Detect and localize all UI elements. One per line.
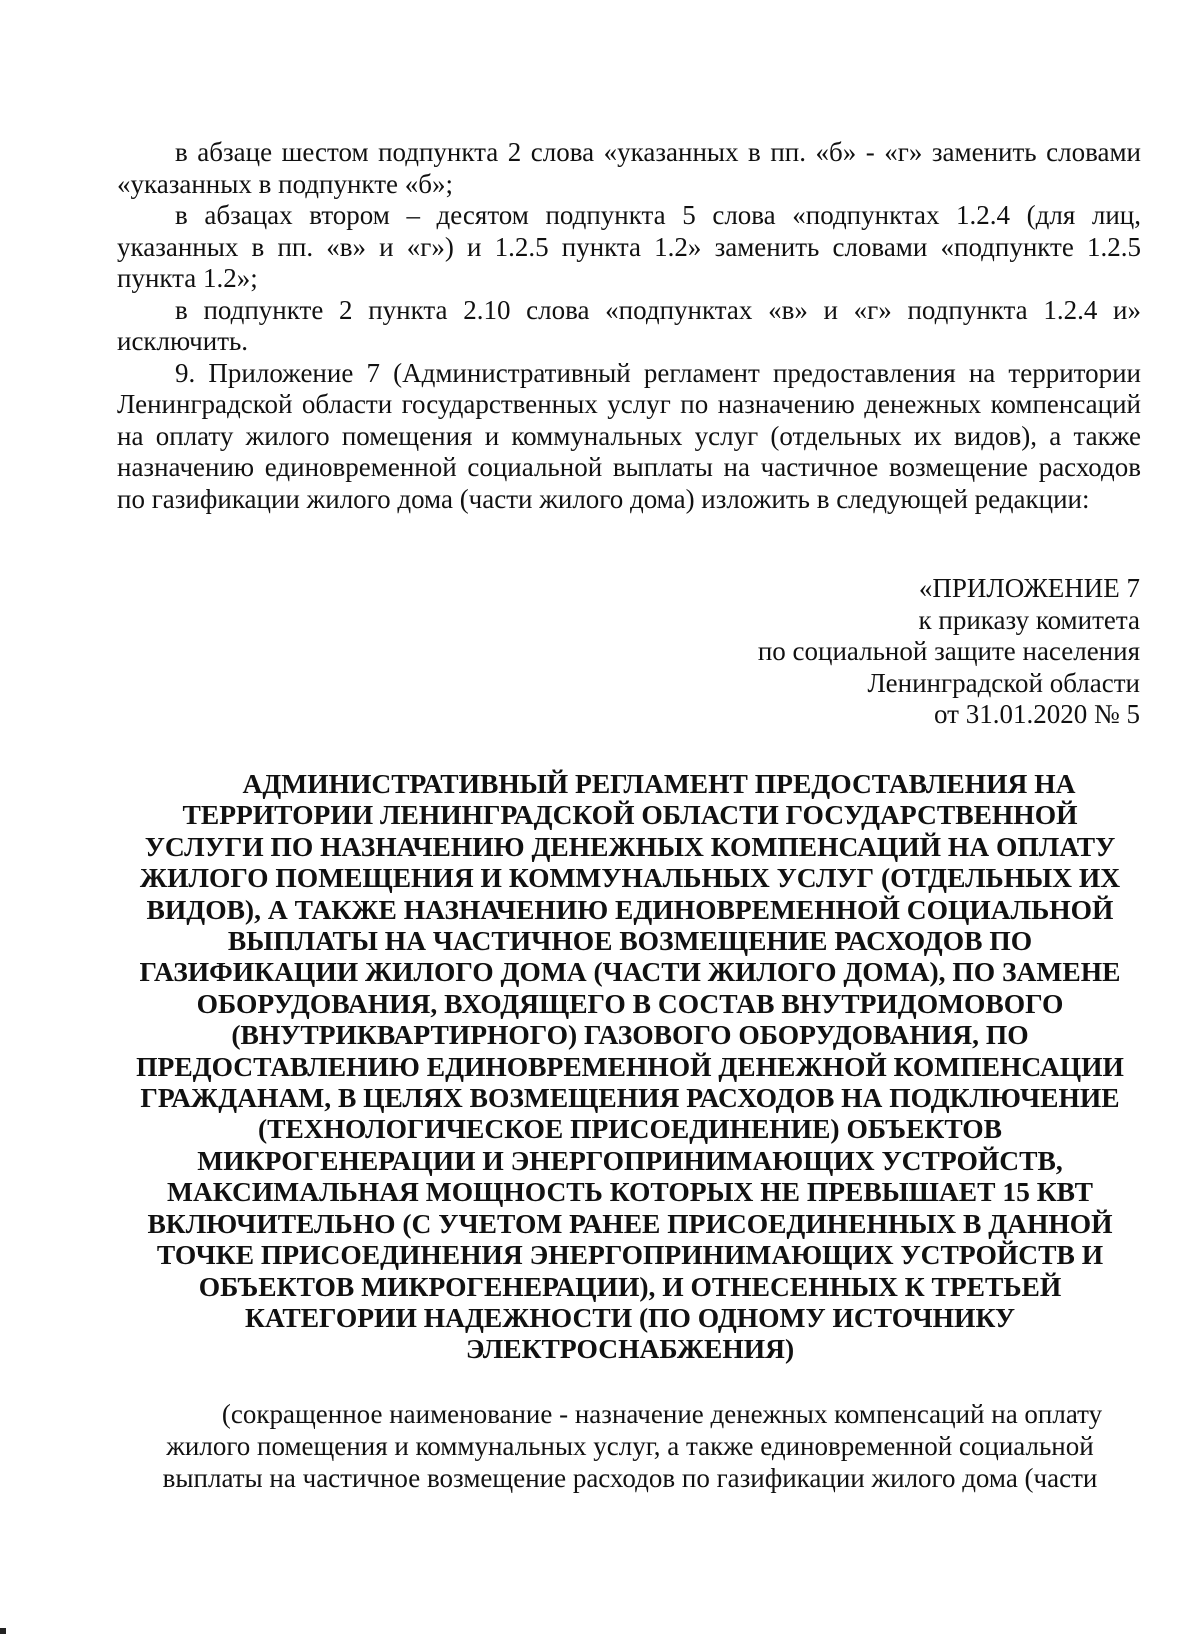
appendix-title: «ПРИЛОЖЕНИЕ 7 (918, 573, 1140, 603)
title-line: ПРЕДОСТАВЛЕНИЮ ЕДИНОВРЕМЕННОЙ ДЕНЕЖНОЙ КОМПЕНСАЦИИ (136, 1050, 1124, 1082)
title-line: МАКСИМАЛЬНАЯ МОЩНОСТЬ КОТОРЫХ НЕ ПРЕВЫШАЕТ 15 КВТ (166, 1176, 1093, 1208)
appendix-committee: по социальной защите населения (757, 636, 1140, 666)
title-line: ОБЪЕКТОВ МИКРОГЕНЕРАЦИИ), И ОТНЕСЕННЫХ К ТРЕТЬЕЙ (198, 1270, 1062, 1302)
title-line: УСЛУГИ ПО НАЗНАЧЕНИЮ ДЕНЕЖНЫХ КОМПЕНСАЦИЙ НА ОПЛАТУ (144, 830, 1116, 862)
short-name-note (120, 1398, 1140, 1494)
appendix-order-ref: к приказу комитета (918, 604, 1140, 635)
title-line: ГАЗИФИКАЦИИ ЖИЛОГО ДОМА (ЧАСТИ ЖИЛОГО ДОМА), ПО ЗАМЕНЕ (139, 956, 1121, 988)
title-line: АДМИНИСТРАТИВНЫЙ РЕГЛАМЕНТ ПРЕДОСТАВЛЕНИЯ НА (242, 768, 1076, 799)
title-line: ГРАЖДАНАМ, В ЦЕЛЯХ ВОЗМЕЩЕНИЯ РАСХОДОВ НА ПОДКЛЮЧЕНИЕ (140, 1082, 1120, 1114)
paragraph: 9. Приложение 7 (Административный регламент предоставления на территории Ленинградской области государственных услуг по назначению денежных компенсаций на оплату жилого помещения и коммунальных услуг (отдельных их видов), а также назначению единовременной социальной выплаты на частичное возмещение расходов по газификации жилого дома (части жилого дома) изложить в следующей редакции: (117, 357, 1141, 514)
title-line: (ТЕХНОЛОГИЧЕСКОЕ ПРИСОЕДИНЕНИЕ) ОБЪЕКТОВ (257, 1113, 1003, 1145)
regulation-title (110, 768, 1150, 1365)
appendix-date-number: от 31.01.2020 № 5 (934, 699, 1140, 729)
title-line: ВЫПЛАТЫ НА ЧАСТИЧНОЕ ВОЗМЕЩЕНИЕ РАСХОДОВ ПО (227, 925, 1033, 957)
title-line: ВИДОВ), А ТАКЖЕ НАЗНАЧЕНИЮ ЕДИНОВРЕМЕННОЙ СОЦИАЛЬНОЙ (146, 893, 1114, 925)
title-line: (ВНУТРИКВАРТИРНОГО) ГАЗОВОГО ОБОРУДОВАНИЯ, ПО (231, 1019, 1029, 1051)
short-name-line: (сокращенное наименование - назначение денежных компенсаций на оплату (221, 1399, 1103, 1429)
title-line: ОБОРУДОВАНИЯ, ВХОДЯЩЕГО В СОСТАВ ВНУТРИДОМОВОГО (196, 987, 1064, 1019)
scan-artifact (0, 1628, 6, 1634)
paragraph: в абзацах втором – десятом подпункта 5 слова «подпунктах 1.2.4 (для лиц, указанных в пп. «в» и «г») и 1.2.5 пункта 1.2» заменить словами «подпункте 1.2.5 пункта 1.2»; (117, 200, 1141, 293)
title-line: МИКРОГЕНЕРАЦИИ И ЭНЕРГОПРИНИМАЮЩИХ УСТРОЙСТВ, (197, 1144, 1063, 1176)
short-name-line: жилого помещения и коммунальных услуг, а также единовременной социальной (166, 1431, 1094, 1461)
title-line: ЭЛЕКТРОСНАБЖЕНИЯ) (465, 1333, 795, 1365)
title-line: ВКЛЮЧИТЕЛЬНО (С УЧЕТОМ РАНЕЕ ПРИСОЕДИНЕННЫХ В ДАННОЙ (147, 1207, 1113, 1239)
title-line: КАТЕГОРИИ НАДЕЖНОСТИ (ПО ОДНОМУ ИСТОЧНИКУ (244, 1301, 1016, 1333)
paragraph: в абзаце шестом подпункта 2 слова «указанных в пп. «б» - «г» заменить словами «указанных в подпункте «б»; (117, 137, 1141, 199)
title-line: ТОЧКЕ ПРИСОЕДИНЕНИЯ ЭНЕРГОПРИНИМАЮЩИХ УСТРОЙСТВ И (156, 1239, 1104, 1271)
title-line: ТЕРРИТОРИИ ЛЕНИНГРАДСКОЙ ОБЛАСТИ ГОСУДАРСТВЕННОЙ (182, 799, 1078, 831)
appendix-region: Ленинградской области (867, 667, 1140, 698)
paragraph: в подпункте 2 пункта 2.10 слова «подпунктах «в» и «г» подпункта 1.2.4 и» исключить. (117, 294, 1141, 356)
appendix-header (758, 573, 1140, 731)
title-line: ЖИЛОГО ПОМЕЩЕНИЯ И КОММУНАЛЬНЫХ УСЛУГ (ОТДЕЛЬНЫХ ИХ (139, 862, 1121, 894)
short-name-line: выплаты на частичное возмещение расходов по газификации жилого дома (части (162, 1463, 1098, 1493)
amendment-text (117, 137, 1141, 515)
